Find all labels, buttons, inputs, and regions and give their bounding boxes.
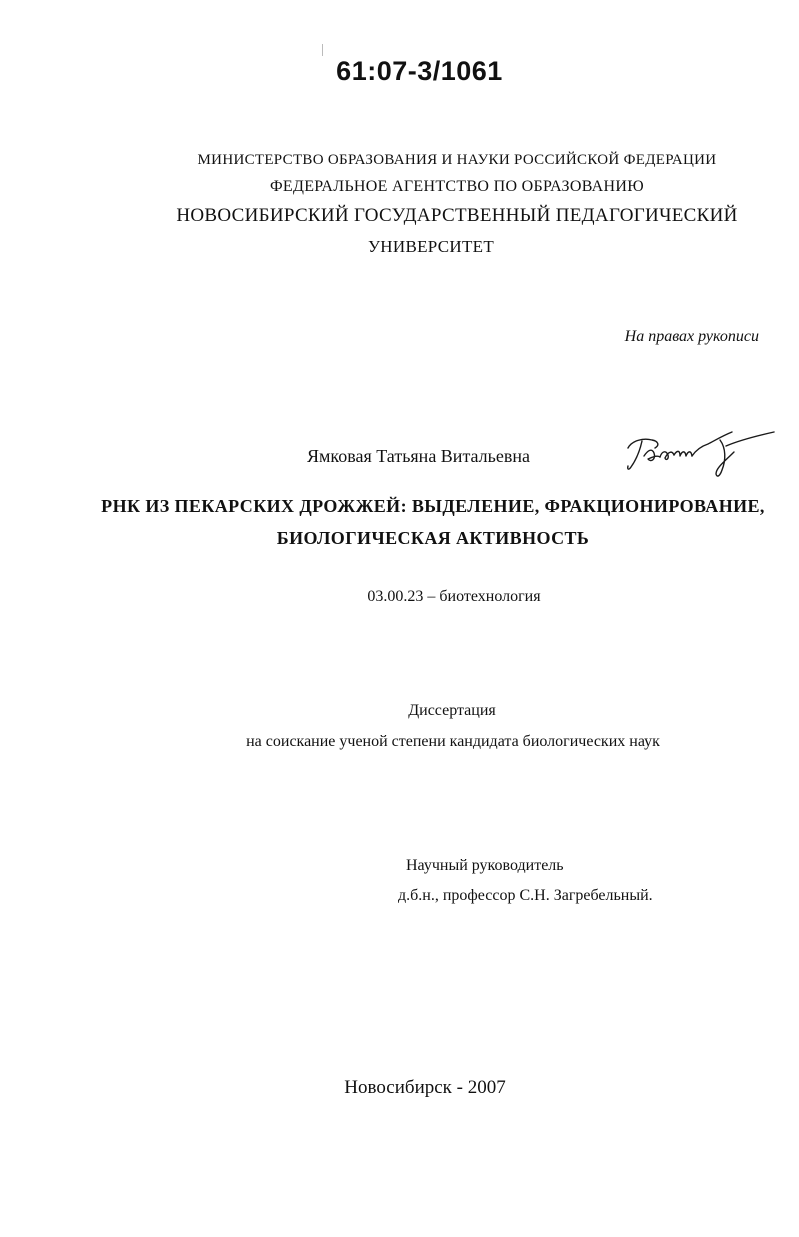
author-name: Ямковая Татьяна Витальевна bbox=[307, 446, 530, 466]
city-and-year: Новосибирск - 2007 bbox=[344, 1077, 506, 1098]
university-name-line-1: НОВОСИБИРСКИЙ ГОСУДАРСТВЕННЫЙ ПЕДАГОГИЧЕСКИЙ bbox=[176, 205, 738, 226]
handwritten-signature bbox=[622, 426, 782, 482]
supervisor-label: Научный руководитель bbox=[406, 857, 564, 874]
catalog-number: 61:07-3/1061 bbox=[336, 56, 503, 86]
dissertation-title-line-1: РНК ИЗ ПЕКАРСКИХ ДРОЖЖЕЙ: ВЫДЕЛЕНИЕ, ФРАКЦИОНИРОВАНИЕ, bbox=[101, 496, 765, 516]
scan-tick-mark bbox=[322, 44, 323, 56]
agency-name: ФЕДЕРАЛЬНОЕ АГЕНТСТВО ПО ОБРАЗОВАНИЮ bbox=[269, 178, 644, 195]
university-name-line-2: УНИВЕРСИТЕТ bbox=[367, 237, 495, 256]
dissertation-title-line-2: БИОЛОГИЧЕСКАЯ АКТИВНОСТЬ bbox=[276, 528, 590, 548]
ministry-name: МИНИСТЕРСТВО ОБРАЗОВАНИЯ И НАУКИ РОССИЙСКОЙ ФЕДЕРАЦИИ bbox=[197, 152, 717, 168]
specialty-code: 03.00.23 – биотехнология bbox=[367, 588, 541, 605]
manuscript-rights-note: На правах рукописи bbox=[624, 328, 759, 345]
work-type: Диссертация bbox=[408, 702, 496, 719]
degree-sought: на соискание ученой степени кандидата биологических наук bbox=[246, 733, 660, 750]
supervisor-name: д.б.н., профессор С.Н. Загребельный. bbox=[398, 887, 653, 904]
